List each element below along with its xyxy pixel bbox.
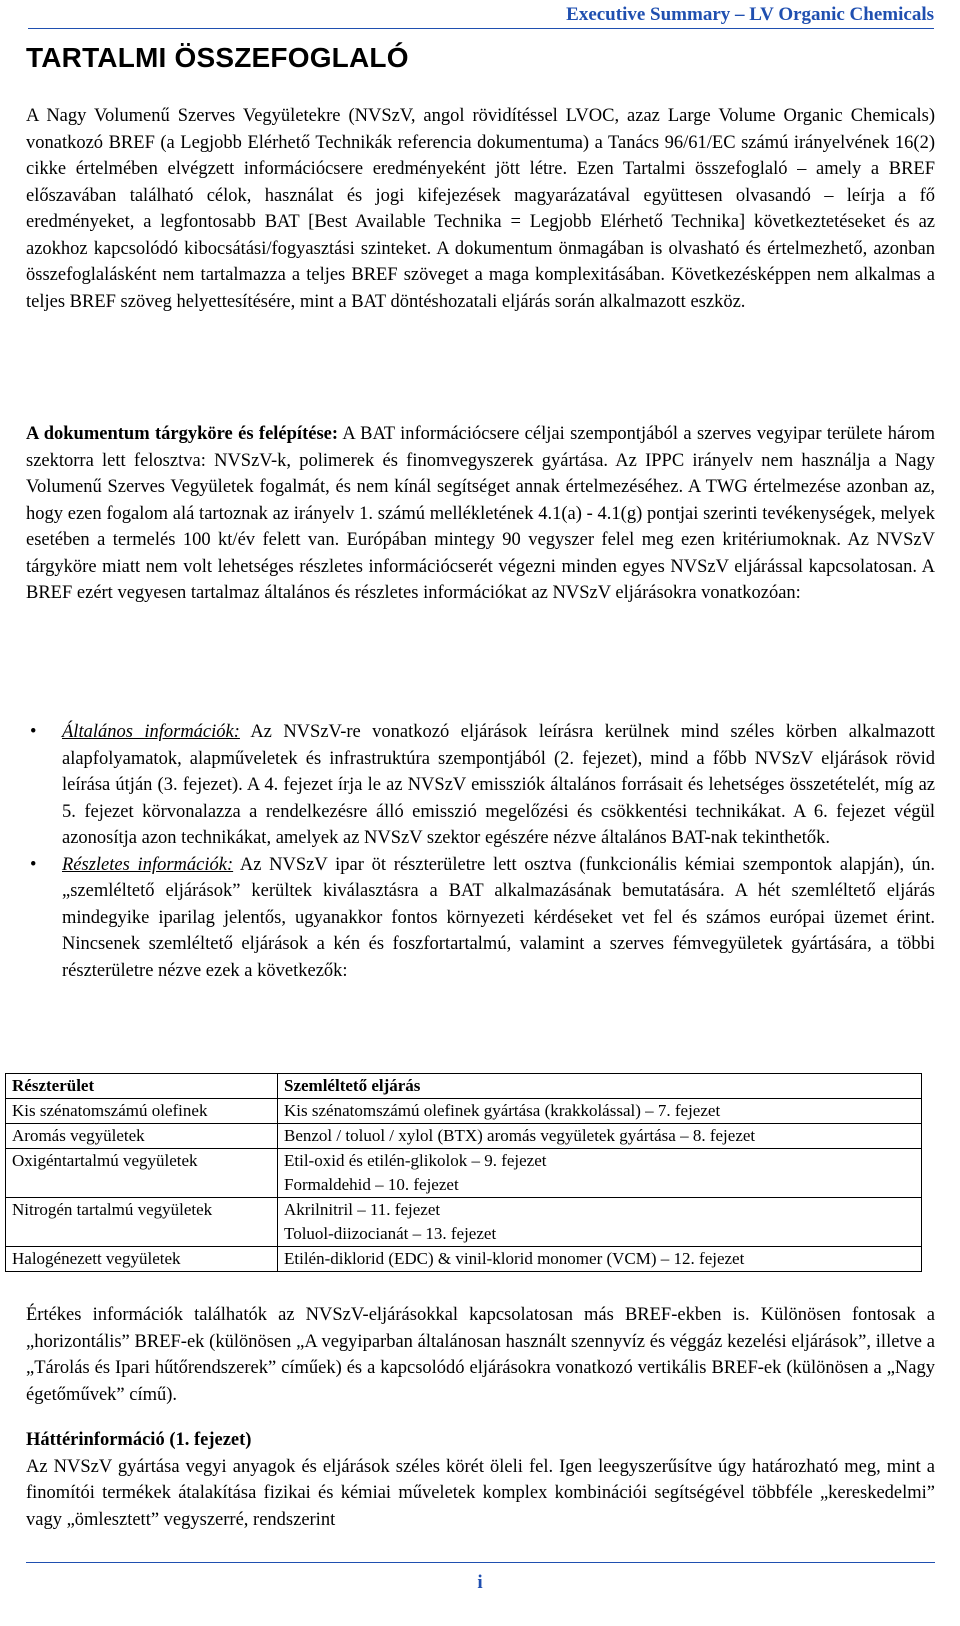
scope-text: A BAT információcsere céljai szempontjából a szerves vegyipar területe három szektorra lett felosztva: NVSzV-k, polimerek és finomvegyszerek gyártása. Az IPPC irányelv nem használja a Nagy Volumenű Szerves Vegyületek fogalmát, és nem kínál segítséget annak értelmezéséhez. A TWG értelmezése azonban az, hogy ezen fogalom alá tartoznak az irányelv 1. számú mellékletének 4.1(a) - 4.1(g) pontjai szerinti tevékenységek, melyek esetében a termelés 100 kt/év felett van. Európában mintegy 90 vegyszer felel meg ezen kritériumoknak. Az NVSzV tárgyköre miatt nem volt lehetséges részletes információcserét végezni minden egyes NVSzV eljárással kapcsolatosan. A BREF ezért vegyesen tartalmaz általános és részletes információkat az NVSzV eljárásokra vonatkozóan:: [26, 424, 936, 603]
running-header: Executive Summary – LV Organic Chemicals: [28, 4, 934, 29]
page-title: TARTALMI ÖSSZEFOGLALÓ: [26, 42, 409, 73]
bullet-icon: •: [30, 722, 37, 742]
bullet-text: Az NVSzV-re vonatkozó eljárások leírásra kerülnek mind széles körben alkalmazott alapfolyamatok, alapműveletek és infrastruktúra szempontjából (2. fejezet), mind a főbb NVSzV eljárások rövid leírása útján (3. fejezet). A 4. fejezet írja le az NVSzV emissziók általános forrásait és lehetséges összetételét, míg az 5. fejezet körvonalazza a rendelkezésre álló emisszió megelőzési és csökkentési technikákat. A 6. fejezet végül azonosítja azon technikákat, amelyek az NVSzV szektor egészére nézve általános BAT-nak tekinthetők.: [62, 722, 936, 848]
process-line: Etil-oxid és etilén-glikolok – 9. fejezet: [284, 1151, 547, 1170]
process-line: Benzol / toluol / xylol (BTX) aromás vegyületek gyártása – 8. fejezet: [284, 1126, 756, 1145]
table-cell-process: [278, 1198, 922, 1247]
process-line: Toluol-diizocianát – 13. fejezet: [284, 1224, 497, 1243]
scope-paragraph: [26, 421, 935, 607]
table-row: [6, 1149, 922, 1198]
list-item: [26, 719, 935, 852]
page-number: i: [477, 1572, 483, 1593]
bullet-heading: Általános információk:: [62, 722, 240, 742]
process-line: Akrilnitril – 11. fejezet: [284, 1200, 441, 1219]
bullet-text: Az NVSzV ipar öt részterületre lett osztva (funkcionális kémiai szempontok alapján), ún. „szemléltető eljárások” kerültek kiválasztásra a BAT alkalmazásának bemutatására. A hét szemléltető eljárás mindegyike iparilag jelentős, ugyanakkor fontos környezeti kérdéseket vet fel és számos európai üzemet érint. Nincsenek szemléltető eljárások a kén és foszfortartalmú, valamint a szerves fémvegyületek gyártására, a többi részterületre nézve ezek a következők:: [62, 854, 935, 981]
bullet-icon: •: [30, 854, 37, 875]
table-header-row: [6, 1074, 922, 1099]
table-cell-area: Halogénezett vegyületek: [6, 1247, 278, 1272]
other-bref-paragraph: Értékes információk találhatók az NVSzV-eljárásokkal kapcsolatosan más BREF-ekben is. Különösen fontosak a „horizontális” BREF-ek (különösen „A vegyiparban általánosan használt szennyvíz és véggáz kezelési eljárások”, illetve a „Tárolás és Ipari hűtőrendszerek” címűek) és a kapcsolódó eljárásokra vonatkozó vertikális BREF-ek (különösen a „Nagy égetőművek” című).: [26, 1305, 935, 1405]
table-header-cell: Szemléltető eljárás: [278, 1074, 922, 1099]
scope-heading: A dokumentum tárgyköre és felépítése:: [26, 424, 339, 444]
process-line: Formaldehid – 10. fejezet: [284, 1175, 459, 1194]
intro-paragraph: A Nagy Volumenű Szerves Vegyületekre (NVSzV, angol rövidítéssel LVOC, azaz Large Volume Organic Chemicals) vonatkozó BREF (a Legjobb Elérhető Technikák referencia dokumentuma) a Tanács 96/61/EC számú irányelvének 16(2) cikke értelmében elvégzett információcsere eredményeként jött létre. Ezen Tartalmi összefoglaló – amely a BREF előszavában található célok, használat és jogi kifejezések magyarázatával együttesen olvasandó – leírja a fő eredményeket, a legfontosabb BAT [Best Available Technika = Legjobb Elérhető Technika] következtetéseket és az azokhoz kapcsolódó kibocsátási/fogyasztási szinteket. A dokumentum önmagában is olvasható és értelmezhető, azonban összefoglalásként nem tartalmazza a teljes BREF szöveget a maga komplexitásában. Következésképpen nem alkalmas a teljes BREF szöveg helyettesítésére, mint a BAT döntéshozatali eljárás során alkalmazott eszköz.: [26, 106, 935, 312]
table-cell-process: [278, 1099, 922, 1124]
table-row: [6, 1124, 922, 1149]
table-cell-area: Kis szénatomszámú olefinek: [6, 1099, 278, 1124]
background-heading: Háttérinformáció (1. fejezet): [26, 1430, 252, 1450]
table-cell-process: [278, 1124, 922, 1149]
table-cell-process: [278, 1247, 922, 1272]
process-line: Etilén-diklorid (EDC) & vinil-klorid monomer (VCM) – 12. fejezet: [284, 1249, 745, 1268]
table-cell-process: [278, 1149, 922, 1198]
process-line: Kis szénatomszámú olefinek gyártása (krakkolással) – 7. fejezet: [284, 1101, 721, 1120]
table-cell-area: Oxigéntartalmú vegyületek: [6, 1149, 278, 1198]
info-bullet-list: [26, 719, 935, 984]
footer-divider: [26, 1562, 935, 1563]
table-row: [6, 1247, 922, 1272]
table-header-cell: Részterület: [6, 1074, 278, 1099]
list-item: [26, 852, 935, 985]
table-cell-area: Aromás vegyületek: [6, 1124, 278, 1149]
illustrative-process-table: [5, 1073, 922, 1272]
table-row: [6, 1198, 922, 1247]
bullet-heading: Részletes információk:: [62, 854, 234, 875]
table-row: [6, 1099, 922, 1124]
background-section: [26, 1427, 935, 1533]
table-cell-area: Nitrogén tartalmú vegyületek: [6, 1198, 278, 1247]
background-text: Az NVSzV gyártása vegyi anyagok és eljárások széles körét öleli fel. Igen leegyszerűsítve úgy határozható meg, mint a finomítói termékek átalakítása fizikai és kémiai műveletek komplex kombinációi segítségével többféle „kereskedelmi” vagy „ömlesztett” vegyszerré, rendszerint: [26, 1456, 935, 1530]
